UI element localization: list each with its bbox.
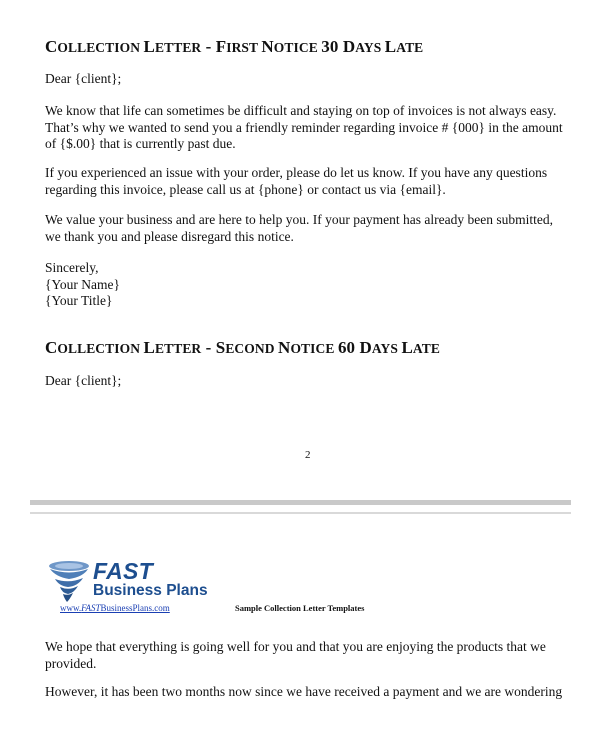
- text-line: regarding this invoice, please call us at {phone} or contact us via {email}.: [45, 181, 446, 197]
- text-line: We value your business and are here to help you. If your payment has already been submitted,: [45, 212, 554, 227]
- text-line: However, it has been two months now since we have received a payment and we are wondering: [45, 684, 563, 699]
- text-line: of {$.00} that is currently past due.: [45, 136, 236, 151]
- notice2-heading: COLLECTION LETTER - SECOND NOTICE 60 DAYS LATE: [45, 338, 440, 357]
- notice1-paragraph-3: [45, 212, 575, 245]
- notice1-paragraph-1: [45, 103, 575, 153]
- page-break-divider-line: [30, 512, 571, 514]
- brand-tagline: Business Plans: [93, 582, 208, 599]
- signer-name: {Your Name}: [45, 276, 120, 292]
- text-line: we thank you and please disregard this notice.: [45, 228, 294, 244]
- notice1-signature: [45, 260, 575, 310]
- notice2-greeting: Dear {client};: [45, 373, 122, 388]
- notice2-paragraph-2-cut: [45, 684, 575, 716]
- text-line: We know that life can sometimes be difficult and staying on top of invoices is not always easy.: [45, 103, 557, 118]
- website-link[interactable]: www.FASTBusinessPlans.com: [60, 603, 170, 613]
- text-line: If you experienced an issue with your order, please do let us know. If you have any questions: [45, 165, 548, 180]
- document-title: Sample Collection Letter Templates: [235, 603, 365, 613]
- notice1-heading: COLLECTION LETTER - FIRST NOTICE 30 DAYS LATE: [45, 37, 424, 56]
- text-line: That’s why we wanted to send you a friendly reminder regarding invoice # {000} in the amount: [45, 119, 563, 135]
- page-number: 2: [305, 449, 311, 461]
- text-line: provided.: [45, 655, 97, 671]
- brand-name: FAST: [93, 558, 153, 584]
- notice2-paragraph-1: [45, 639, 575, 672]
- signer-title: {Your Title}: [45, 293, 113, 308]
- notice1-paragraph-2: [45, 165, 575, 198]
- notice1-greeting: Dear {client};: [45, 71, 122, 86]
- tornado-logo-icon: [47, 558, 91, 604]
- text-line: We hope that everything is going well for you and that you are enjoying the products that we: [45, 639, 546, 654]
- closing: Sincerely,: [45, 260, 99, 275]
- page-break-divider: [30, 500, 571, 505]
